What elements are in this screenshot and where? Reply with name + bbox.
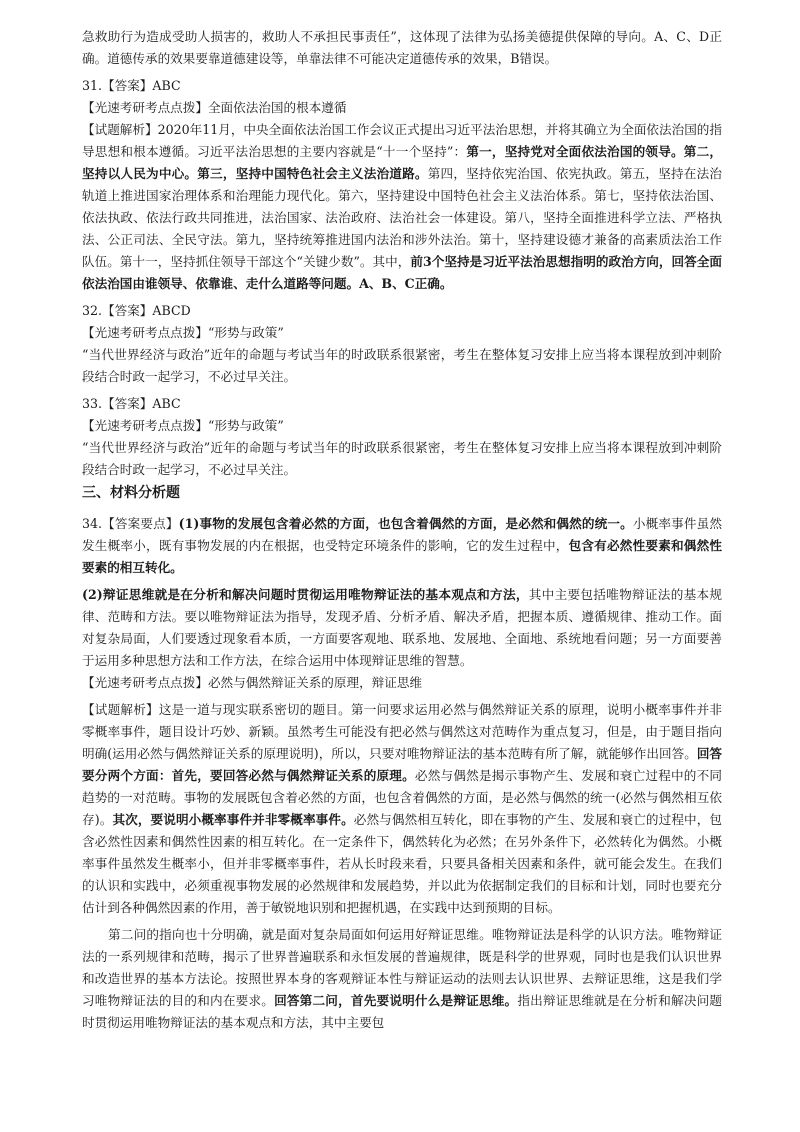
- question-33: [82, 393, 722, 481]
- bold-text-run: (2)辩证思维就是在分析和解决问题时贯彻运用唯物辩证法的基本观点和方法，: [82, 587, 529, 602]
- answer-line: 31.【答案】ABC: [82, 78, 181, 93]
- section-heading: 三、材料分析题: [82, 485, 180, 501]
- text-run: 指出辩证思维就是在分析和解决问题时贯彻运用唯物辩证法的基本观点和方法，其中主要包: [82, 993, 723, 1030]
- text-run: A、C、D正确。道德传承的效果要靠道德建设等，单靠法律不可能决定道德传承的效果，B错误。: [82, 29, 723, 66]
- answer-line: 32.【答案】ABCD: [82, 303, 191, 318]
- analysis-paragraph: [82, 699, 722, 919]
- key-point-line: 【光速考研考点点拨】“形势与政策”: [82, 325, 284, 340]
- text-run: 急救助行为造成受助人损害的，救助人不承担民事责任”，这体现了法律为弘扬美德提供保障的导向。: [82, 29, 655, 44]
- text-run: 34.【答案要点】: [82, 516, 179, 531]
- text-run: 必然与偶然相互转化，即在事物的产生、发展和衰亡的过程中，包含必然性因素和偶然性因素的相互转化。在一定条件下，偶然转化为必然；在另外条件下，必然转化为偶然。小概率事件虽然发生概率小，但并非零概率事件，若从长时段来看，只要具备相关因素和条件，就可能会发生。在我们的认识和实践中，必须重视事物发展的必然规律和发展趋势，并以此为依据制定我们的目标和计划，同时也要充分估计到各种偶然因素的作用，善于敏锐地识别和把握机遇，在实践中达到预期的目标。: [82, 812, 723, 915]
- intro-paragraph: [82, 26, 722, 70]
- note-paragraph: “当代世界经济与政治”近年的命题与考试当年的时政联系很紧密，考生在整体复习安排上应当将本课程放到冲刺阶段结合时政一起学习，不必过早关注。: [82, 440, 722, 477]
- analysis-paragraph: [82, 119, 722, 295]
- key-point-line: 【光速考研考点点拨】必然与偶然辩证关系的原理，辩证思维: [82, 675, 423, 690]
- bold-text-run: 前3个坚持是习近平法治思想指明的政治方向，回答全面依法治国由谁领导、依靠谁、走什么道路等问题。A、B、C正确。: [82, 254, 722, 291]
- bold-text-run: 包含有必然性要素和偶然性要素的相互转化。: [82, 538, 723, 575]
- answer-point-1: [82, 513, 722, 579]
- text-run: 必然与偶然是揭示事物产生、发展和衰亡过程中的不同趋势的一对范畴。事物的发展既包含着必然的方面，也包含着偶然的方面，是必然与偶然的统一(必然与偶然相互依存)。: [82, 768, 723, 827]
- bold-text-run: 其次，要说明小概率事件并非零概率事件。: [112, 812, 354, 827]
- answer-line: 33.【答案】ABC: [82, 396, 181, 411]
- note-paragraph: “当代世界经济与政治”近年的命题与考试当年的时政联系很紧密，考生在整体复习安排上应当将本课程放到冲刺阶段结合时政一起学习，不必过早关注。: [82, 347, 722, 384]
- bold-text-run: 回答第二问，首先要说明什么是辩证思维。: [274, 993, 518, 1008]
- text-run: 【试题解析】这是一道与现实联系密切的题目。第一问要求运用必然与偶然辩证关系的原理，说明小概率事件并非零概率事件，题目设计巧妙、新颖。虽然考生可能没有把必然与偶然这对范畴作为重点复习，但是，由于题目指向明确(运用必然与偶然辩证关系的原理说明)，所以，只要对唯物辩证法的基本范畴有所了解，就能够作出回答。: [82, 702, 722, 761]
- question-32: [82, 300, 722, 388]
- question-34: [82, 513, 722, 1034]
- text-run: 其中主要包括唯物辩证法的基本规律、范畴和方法。要以唯物辩证法为指导，发现矛盾、分析矛盾、解决矛盾，把握本质、遵循规律、推动工作。面对复杂局面，人们要透过现象看本质，一方面要客观地、联系地、发展地、全面地、系统地看问题；另一方面要善于运用多种思想方法和工作方法，在综合运用中体现辩证思维的智慧。: [82, 587, 723, 668]
- text-run: 第四，坚持依宪治国、依宪执政。第五，坚持在法治轨道上推进国家治理体系和治理能力现代化。第六，坚持建设中国特色社会主义法治体系。第七，坚持依法治国、依法执政、依法行政共同推进，法治国家、法治政府、法治社会一体建设。第八，坚持全面推进科学立法、严格执法、公正司法、全民守法。第九，坚持统筹推进国内法治和涉外法治。第十，坚持建设德才兼备的高素质法治工作队伍。第十一，坚持抓住领导干部这个“关键少数”。其中，: [82, 166, 723, 269]
- key-point-line: 【光速考研考点点拨】全面依法治国的根本遵循: [82, 100, 347, 115]
- bold-text-run: 回答要分两个方面：首先，要回答必然与偶然辩证关系的原理。: [82, 746, 723, 783]
- text-run: 【试题解析】2020年11月，中央全面依法治国工作会议正式提出习近平法治思想，并将其确立为全面依法治国的指导思想和根本遵循。习近平法治思想的主要内容就是“十一个坚持”：: [82, 122, 722, 159]
- bold-text-run: 第一，坚持党对全面依法治国的领导。第二，坚持以人民为中心。第三，坚持中国特色社会主义法治道路。: [82, 144, 722, 181]
- text-run: 小概率事件虽然发生概率小，既有事物发展的内在根据，也受特定环境条件的影响，它的发生过程中，: [82, 516, 723, 553]
- second-question-paragraph: [82, 924, 722, 1034]
- question-31: [82, 75, 722, 295]
- bold-text-run: (1)事物的发展包含着必然的方面，也包含着偶然的方面，是必然和偶然的统一。: [178, 516, 633, 531]
- text-run: 第二问的指向也十分明确，就是面对复杂局面如何运用好辩证思维。唯物辩证法是科学的认识方法。唯物辩证法的一系列规律和范畴，揭示了世界普遍联系和永恒发展的普遍规律，既是科学的世界观，同时也是我们认识世界和改造世界的基本方法论。按照世界本身的客观辩证本性与辩证运动的法则去认识世界、去辩证思维，这是我们学习唯物辩证法的目的和内在要求。: [82, 927, 722, 1008]
- answer-point-2: [82, 584, 722, 672]
- key-point-line: 【光速考研考点点拨】“形势与政策”: [82, 418, 284, 433]
